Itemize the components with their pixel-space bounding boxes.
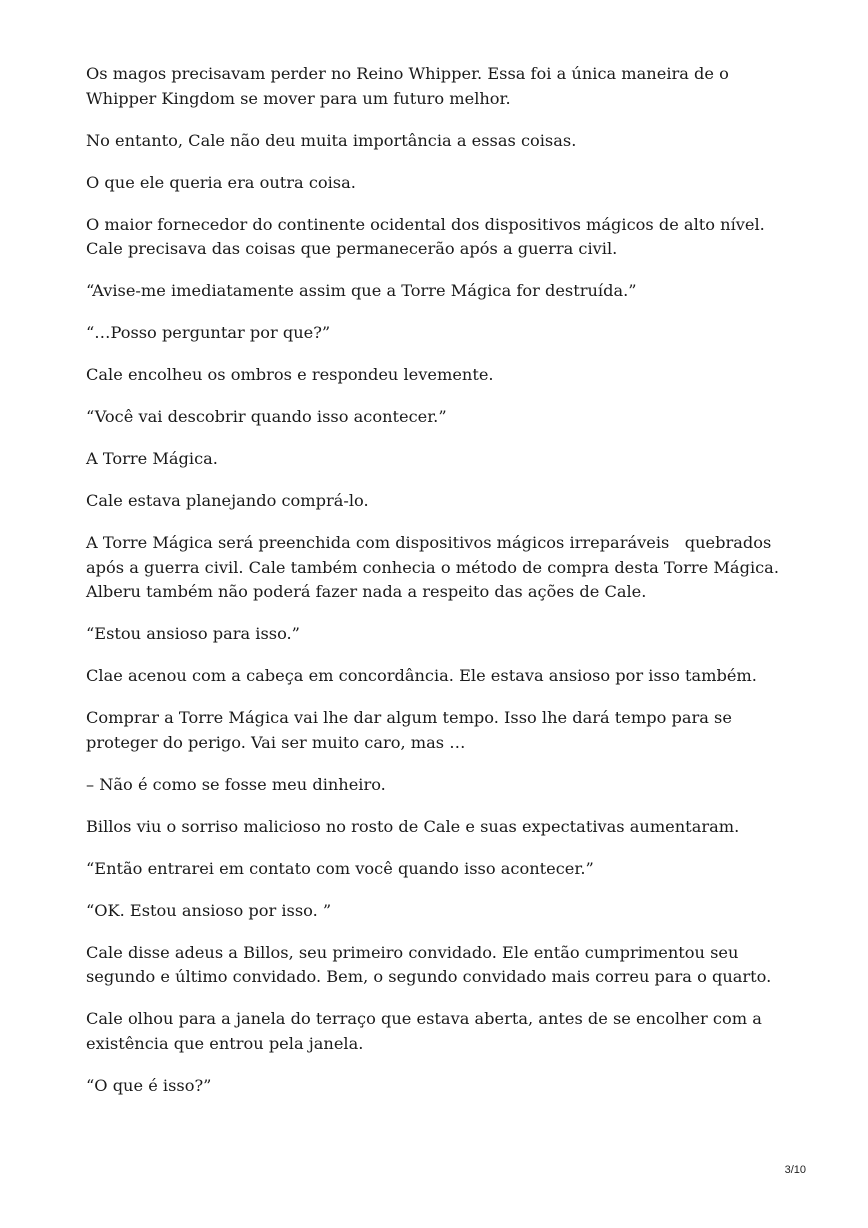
paragraph: Cale disse adeus a Billos, seu primeiro convidado. Ele então cumprimentou seu segundo e último convidado. Bem, o segundo convidado mais correu para o quarto. [86,942,772,986]
paragraph: No entanto, Cale não deu muita importância a essas coisas. [86,130,577,150]
paragraph: Billos viu o sorriso malicioso no rosto de Cale e suas expectativas aumentaram. [86,816,740,836]
document-body [86,62,786,1116]
page-number: 3/10 [784,1164,806,1176]
paragraph: – Não é como se fosse meu dinheiro. [86,774,386,794]
paragraph: “…Posso perguntar por que?” [86,323,331,342]
paragraph: A Torre Mágica. [86,449,218,468]
paragraph: “OK. Estou ansioso por isso. ” [86,900,332,920]
paragraph: Os magos precisavam perder no Reino Whipper. Essa foi a única maneira de o Whipper Kingdom se mover para um futuro melhor. [86,64,729,108]
paragraph: “Você vai descobrir quando isso acontecer.” [86,407,447,426]
paragraph: Clae acenou com a cabeça em concordância. Ele estava ansioso por isso também. [86,666,757,685]
paragraph: O que ele queria era outra coisa. [86,172,356,192]
paragraph: “Estou ansioso para isso.” [86,624,300,643]
paragraph: A Torre Mágica será preenchida com dispositivos mágicos irreparáveis quebrados após a guerra civil. Cale também conhecia o método de compra desta Torre Mágica. Alberu também não poderá fazer nada a respeito das ações de Cale. [86,533,785,601]
paragraph: “Avise-me imediatamente assim que a Torre Mágica for destruída.” [86,281,637,300]
paragraph: O maior fornecedor do continente ocidental dos dispositivos mágicos de alto nível. Cale precisava das coisas que permanecerão após a guerra civil. [86,214,765,258]
paragraph: “Então entrarei em contato com você quando isso acontecer.” [86,858,594,878]
paragraph: Cale encolheu os ombros e respondeu levemente. [86,365,494,384]
paragraph: Cale olhou para a janela do terraço que estava aberta, antes de se encolher com a existência que entrou pela janela. [86,1009,762,1053]
paragraph: Comprar a Torre Mágica vai lhe dar algum tempo. Isso lhe dará tempo para se proteger do perigo. Vai ser muito caro, mas … [86,708,732,752]
paragraph: “O que é isso?” [86,1075,212,1095]
paragraph: Cale estava planejando comprá-lo. [86,491,369,510]
